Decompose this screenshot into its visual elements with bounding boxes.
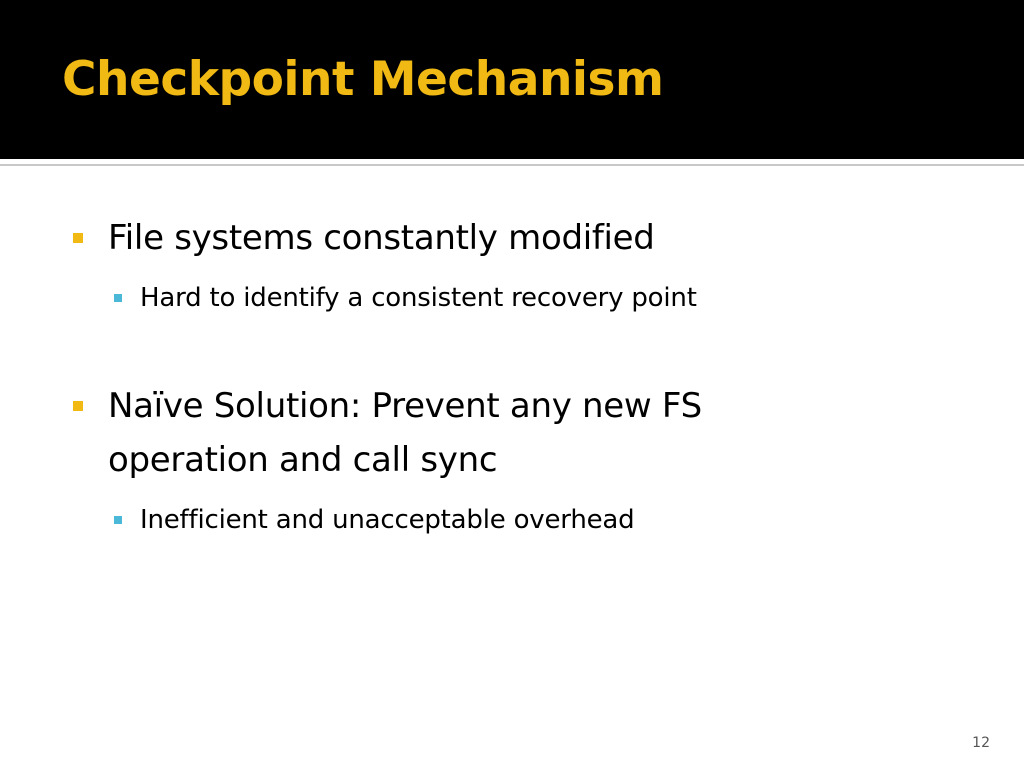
square-bullet-icon [114, 516, 122, 524]
page-number: 12 [972, 735, 990, 751]
bullet-item-1: File systems constantly modified [108, 218, 655, 258]
bullet-item-2: Naïve Solution: Prevent any new FS operation and call sync [108, 386, 702, 480]
title-divider [0, 164, 1024, 166]
square-bullet-icon [114, 294, 122, 302]
sub-bullet-item-1-1: Hard to identify a consistent recovery point [140, 283, 697, 313]
square-bullet-icon [73, 401, 83, 411]
square-bullet-icon [73, 233, 83, 243]
sub-bullet-item-2-1: Inefficient and unacceptable overhead [140, 505, 635, 535]
slide-title: Checkpoint Mechanism [62, 52, 664, 107]
title-bar [0, 0, 1024, 159]
